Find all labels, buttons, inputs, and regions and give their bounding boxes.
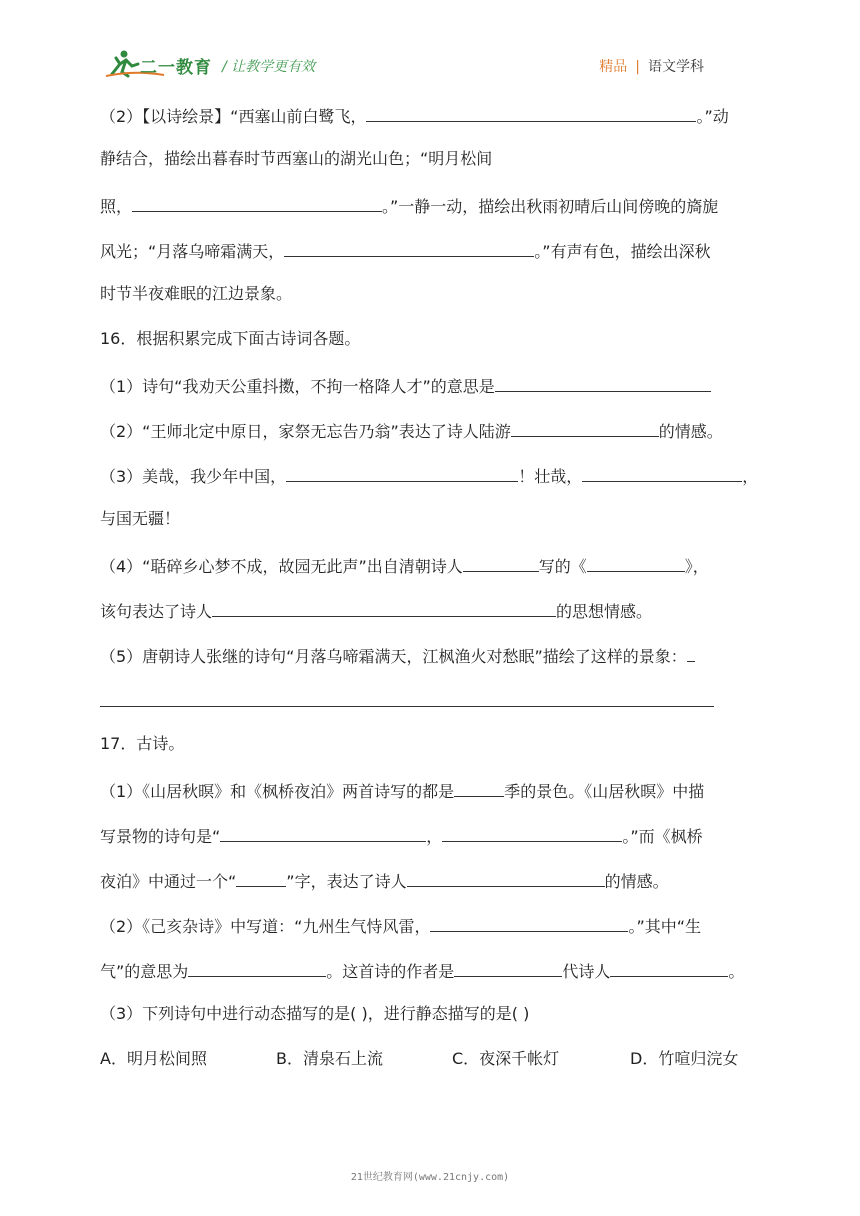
text: 写的《 [538, 557, 587, 576]
text: 。”而《枫桥 [622, 827, 703, 846]
text: 写景物的诗句是“ [100, 827, 221, 846]
question-17-2 [100, 914, 762, 937]
question-17-title [100, 734, 762, 754]
text: ！壮哉， [518, 467, 583, 486]
question-17-3 [100, 1004, 762, 1024]
text: ， [426, 827, 443, 846]
answer-blank[interactable] [100, 689, 714, 707]
text: 与国无疆！ [100, 509, 181, 528]
answer-blank[interactable] [284, 239, 534, 257]
answer-blank[interactable] [212, 599, 556, 617]
text: 的思想情感。 [556, 602, 653, 621]
question-16-title [100, 329, 762, 349]
text: 的情感。 [658, 422, 723, 441]
question-16-2 [100, 419, 762, 442]
question-16-4 [100, 554, 762, 577]
text: 。”动 [696, 107, 729, 126]
answer-blank[interactable] [430, 914, 628, 932]
text: 》， [684, 557, 709, 576]
answer-blank[interactable] [454, 959, 562, 977]
question-16-3 [100, 464, 762, 487]
text: 。这首诗的作者是 [326, 962, 455, 981]
question-16-3-cont [100, 509, 762, 529]
page-footer: 21世纪教育网(www.21cnjy.com) [350, 1172, 510, 1183]
quality-label: 精品 [599, 59, 628, 75]
question-16-5-blank-line [100, 689, 762, 712]
answer-blank[interactable] [442, 824, 622, 842]
text: （2）“王师北定中原日，家祭无忘告乃翁”表达了诗人陆游 [100, 422, 511, 441]
answer-blank[interactable] [463, 554, 539, 572]
answer-blank[interactable] [220, 824, 426, 842]
text: ， [742, 467, 759, 486]
text: 风光；“月落乌啼霜满天， [100, 242, 285, 261]
text: 。 [728, 962, 745, 981]
page-header [0, 0, 860, 96]
answer-blank[interactable] [286, 464, 518, 482]
question-17-1-cont [100, 824, 762, 847]
text: （1）《山居秋暝》和《枫桥夜泊》两首诗写的都是 [100, 782, 455, 801]
text: （2）【以诗绘景】“西塞山前白鹭飞， [100, 107, 367, 126]
answer-blank[interactable] [132, 194, 382, 212]
question-16-1 [100, 374, 762, 397]
text: 该句表达了诗人 [100, 602, 213, 621]
answer-blank[interactable] [366, 104, 696, 122]
text: 照， [100, 197, 133, 216]
answer-blank[interactable] [511, 419, 659, 437]
subject-label: 语文学科 [648, 59, 704, 75]
text: （4）“聒碎乡心梦不成，故园无此声”出自清朝诗人 [100, 557, 463, 576]
text: 的情感。 [604, 872, 669, 891]
answer-blank[interactable] [407, 869, 605, 887]
option-c[interactable]: C．夜深千帐灯 [452, 1049, 560, 1068]
option-a[interactable]: A．明月松间照 [100, 1049, 207, 1068]
text: （2）《己亥杂诗》中写道：“九州生气恃风雷， [100, 917, 431, 936]
line-5 [100, 284, 762, 304]
text: 16．根据积累完成下面古诗词各题。 [100, 329, 361, 348]
text: ”字，表达了诗人 [286, 872, 407, 891]
text: （1）诗句“我劝天公重抖擞，不拘一格降人才”的意思是 [100, 377, 495, 396]
line-1 [100, 104, 762, 127]
text: （5）唐朝诗人张继的诗句“月落乌啼霜满天，江枫渔火对愁眠”描绘了这样的景象： [100, 647, 687, 666]
text: 气”的意思为 [100, 962, 189, 981]
text: 代诗人 [562, 962, 611, 981]
text: 季的景色。《山居秋暝》中描 [504, 782, 705, 801]
text: 。”一静一动，描绘出秋雨初晴后山间傍晚的旖旎 [382, 197, 719, 216]
header-subject [599, 56, 704, 76]
answer-blank[interactable] [610, 959, 728, 977]
answer-blank[interactable] [587, 554, 685, 572]
question-16-4-cont [100, 599, 762, 622]
answer-blank[interactable] [687, 644, 695, 662]
line-3 [100, 194, 762, 217]
answer-blank[interactable] [454, 779, 504, 797]
text: 静结合，描绘出暮春时节西塞山的湖光山色；“明月松间 [100, 149, 493, 168]
answer-blank[interactable] [236, 869, 286, 887]
text: 17．古诗。 [100, 734, 185, 753]
text: （3）下列诗句中进行动态描写的是( )，进行静态描写的是( ) [100, 1004, 530, 1023]
option-b[interactable]: B．清泉石上流 [276, 1049, 383, 1068]
answer-blank[interactable] [188, 959, 326, 977]
line-4 [100, 239, 762, 262]
text: 。”有声有色，描绘出深秋 [534, 242, 711, 261]
question-17-1 [100, 779, 762, 802]
text: 。”其中“生 [628, 917, 702, 936]
header-divider: | [635, 59, 640, 75]
question-16-5 [100, 644, 762, 667]
text: （3）美哉，我少年中国， [100, 467, 287, 486]
question-17-2-cont [100, 959, 762, 982]
answer-blank[interactable] [495, 374, 711, 392]
brand-name: 二一教育 [140, 58, 212, 78]
text: 夜泊》中通过一个“ [100, 872, 237, 891]
question-17-1-cont2 [100, 869, 762, 892]
answer-blank[interactable] [582, 464, 742, 482]
brand-slogan: / 让教学更有效 [222, 59, 316, 75]
option-d[interactable]: D．竹喧归浣女 [630, 1049, 739, 1068]
line-2 [100, 149, 762, 169]
text: 时节半夜难眠的江边景象。 [100, 284, 293, 303]
